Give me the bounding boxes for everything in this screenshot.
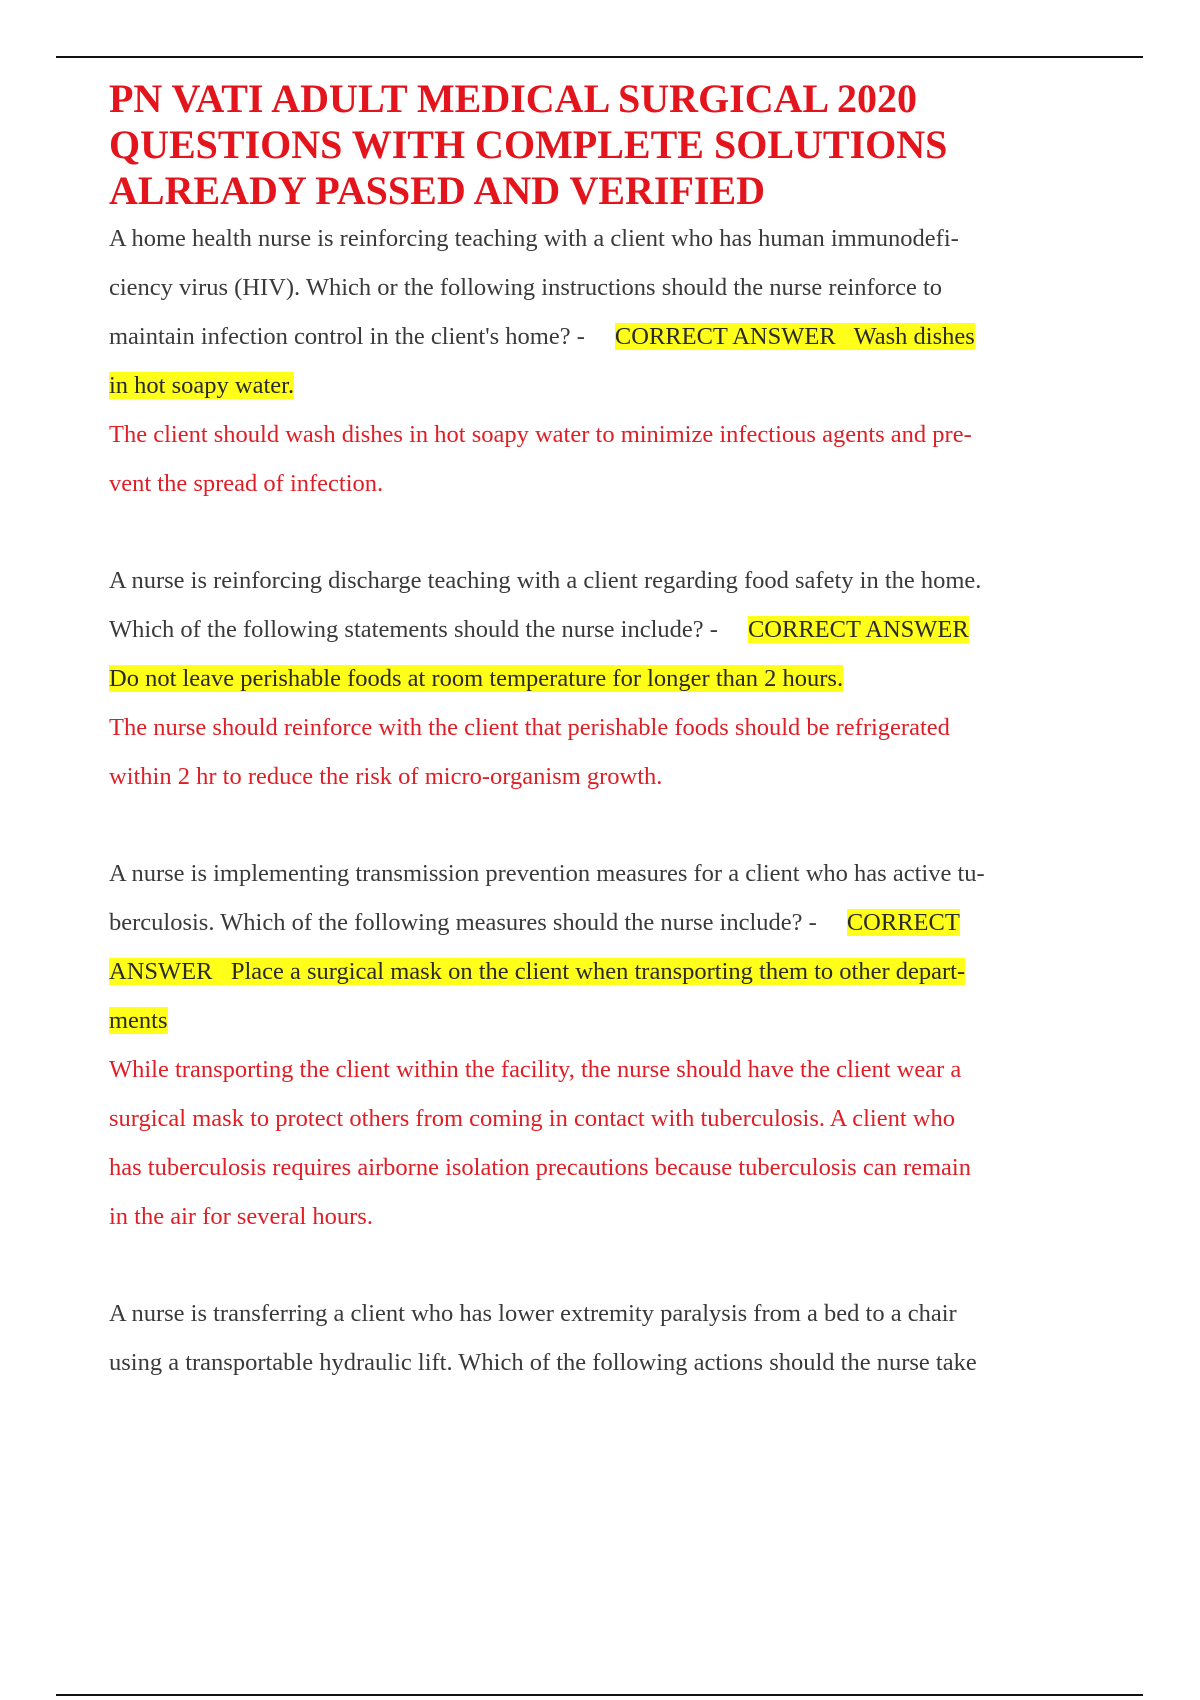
question-text: maintain infection control in the client's home? - bbox=[109, 323, 585, 350]
rationale-text: within 2 hr to reduce the risk of micro-organism growth. bbox=[109, 763, 663, 790]
question-text: A home health nurse is reinforcing teaching with a client who has human immunodefi- bbox=[109, 225, 959, 252]
question-text: using a transportable hydraulic lift. Which of the following actions should the nurse take bbox=[109, 1349, 977, 1376]
qa-item-2 bbox=[109, 556, 1121, 801]
correct-answer-highlight: in hot soapy water. bbox=[109, 372, 295, 399]
question-text: ciency virus (HIV). Which or the following instructions should the nurse reinforce to bbox=[109, 274, 943, 301]
correct-answer-highlight: CORRECT ANSWER bbox=[747, 616, 969, 643]
rationale-text: vent the spread of infection. bbox=[109, 470, 384, 497]
question-text: Which of the following statements should the nurse include? - bbox=[109, 616, 718, 643]
question-text: A nurse is reinforcing discharge teaching with a client regarding food safety in the home. bbox=[109, 567, 982, 594]
rationale-text: has tuberculosis requires airborne isolation precautions because tuberculosis can remain bbox=[109, 1154, 971, 1181]
qa-item-1 bbox=[109, 214, 1121, 508]
rationale-text: While transporting the client within the facility, the nurse should have the client wear a bbox=[109, 1056, 962, 1083]
bottom-rule bbox=[56, 1694, 1143, 1696]
rationale-text: in the air for several hours. bbox=[109, 1203, 373, 1230]
title-line: QUESTIONS WITH COMPLETE SOLUTIONS bbox=[109, 122, 948, 167]
answer-line bbox=[109, 996, 1121, 1045]
correct-answer-highlight: CORRECT bbox=[846, 909, 960, 936]
rationale-text: surgical mask to protect others from coming in contact with tuberculosis. A client who bbox=[109, 1105, 955, 1132]
correct-answer-highlight: CORRECT ANSWER Wash dishes bbox=[614, 323, 975, 350]
qa-item-3 bbox=[109, 849, 1121, 1241]
question-text: A nurse is implementing transmission prevention measures for a client who has active tu- bbox=[109, 860, 985, 887]
document-body bbox=[109, 70, 1121, 1435]
correct-answer-highlight: ments bbox=[109, 1007, 168, 1034]
answer-line bbox=[109, 361, 1121, 410]
answer-line bbox=[109, 947, 1121, 996]
document-title bbox=[109, 76, 1121, 214]
answer-line bbox=[109, 654, 1121, 703]
question-line bbox=[109, 312, 1121, 361]
title-line: PN VATI ADULT MEDICAL SURGICAL 2020 bbox=[109, 76, 917, 121]
top-rule bbox=[56, 56, 1143, 58]
title-line: ALREADY PASSED AND VERIFIED bbox=[109, 168, 766, 213]
question-line bbox=[109, 898, 1121, 947]
question-text: berculosis. Which of the following measures should the nurse include? - bbox=[109, 909, 817, 936]
rationale-text: The client should wash dishes in hot soapy water to minimize infectious agents and pre- bbox=[109, 421, 972, 448]
question-text: A nurse is transferring a client who has lower extremity paralysis from a bed to a chair bbox=[109, 1300, 957, 1327]
rationale-text: The nurse should reinforce with the client that perishable foods should be refrigerated bbox=[109, 714, 950, 741]
correct-answer-highlight: Do not leave perishable foods at room temperature for longer than 2 hours. bbox=[109, 665, 844, 692]
question-line bbox=[109, 605, 1121, 654]
qa-item-4 bbox=[109, 1289, 1121, 1387]
correct-answer-highlight: ANSWER Place a surgical mask on the client when transporting them to other depart- bbox=[109, 958, 966, 985]
